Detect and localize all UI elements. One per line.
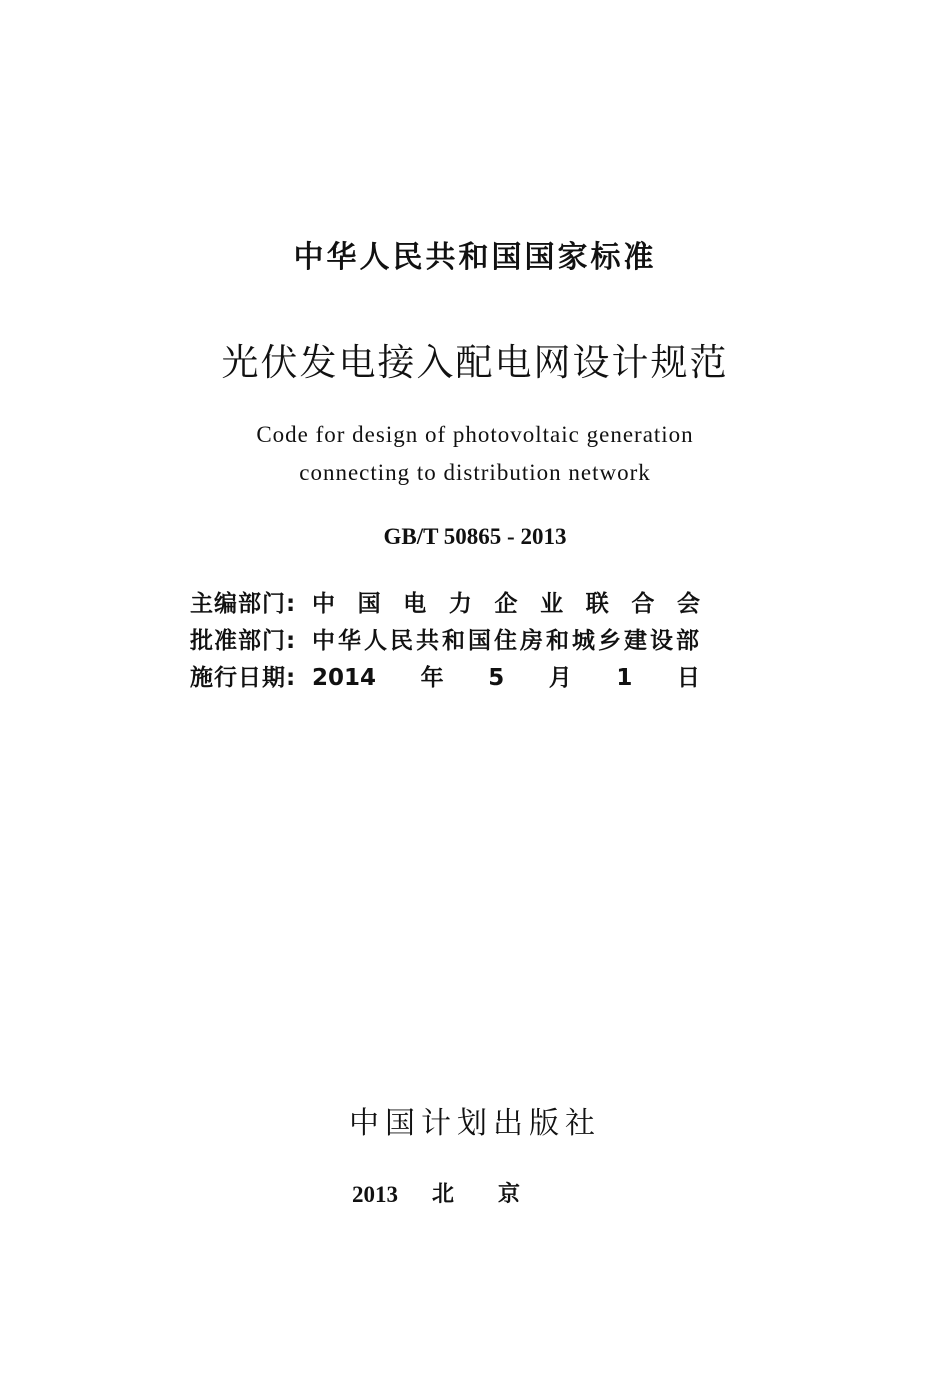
publication-year: 2013 bbox=[352, 1182, 398, 1207]
title-english-line-2: connecting to distribution network bbox=[299, 460, 651, 485]
approver-value: 中华人民共和国住房和城乡建设部 bbox=[312, 628, 700, 654]
title-chinese: 光伏发电接入配电网设计规范 bbox=[221, 341, 729, 384]
effective-date-row bbox=[190, 660, 710, 696]
chief-editor-label: 主编部门: bbox=[190, 591, 297, 617]
title-english-line-1: Code for design of photovoltaic generation bbox=[256, 422, 694, 447]
publication-city: 北京 bbox=[432, 1182, 565, 1207]
chief-editor-value: 中国电力企业联合会 bbox=[312, 591, 700, 617]
standard-category: 中华人民共和国国家标准 bbox=[293, 240, 657, 275]
effective-date-value: 2014年5月1日 bbox=[312, 665, 700, 691]
standard-code: GB/T 50865 - 2013 bbox=[383, 524, 567, 549]
chief-editor-row bbox=[190, 586, 710, 622]
approver-row bbox=[190, 623, 710, 659]
approver-label: 批准部门: bbox=[190, 628, 297, 654]
effective-date-label: 施行日期: bbox=[190, 665, 297, 691]
publisher: 中国计划出版社 bbox=[349, 1106, 601, 1141]
publication-place-year bbox=[352, 1178, 602, 1212]
